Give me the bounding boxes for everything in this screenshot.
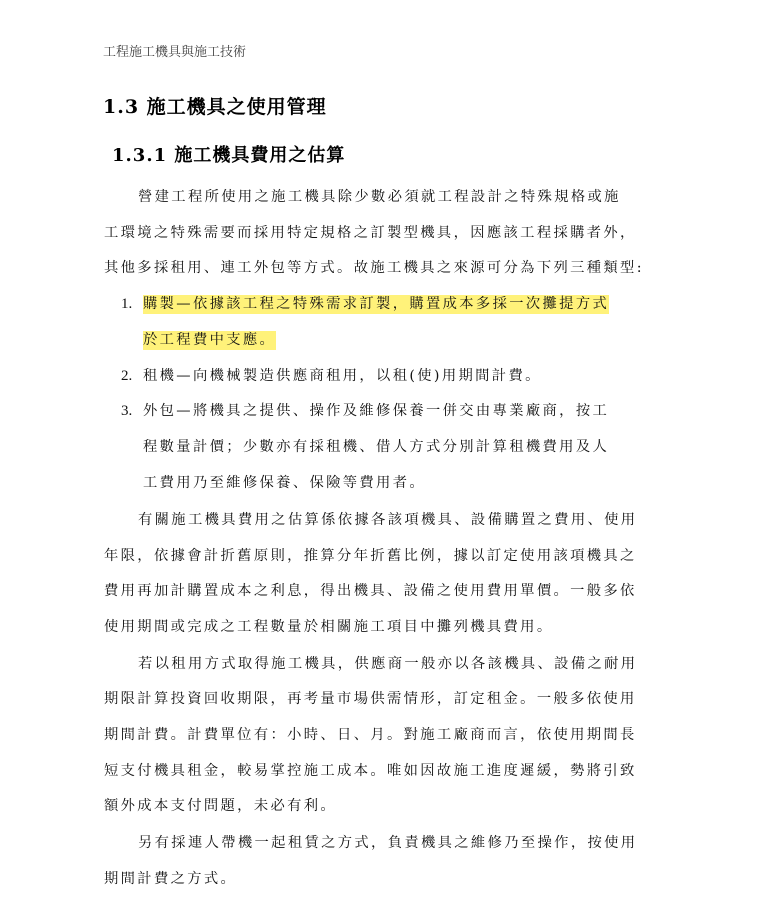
text-line: 另有採連人帶機一起租賃之方式，負責機具之維修乃至操作，按使用 bbox=[138, 835, 638, 851]
text-line: 若以租用方式取得施工機具，供應商一般亦以各該機具、設備之耐用 bbox=[138, 656, 638, 672]
text-line: 其他多採租用、連工外包等方式。故施工機具之來源可分為下列三種類型: bbox=[104, 260, 644, 276]
text-line: 年限，依據會計折舊原則，推算分年折舊比例，據以訂定使用該項機具之 bbox=[104, 548, 637, 564]
text-line: 期間計費之方式。 bbox=[104, 871, 238, 887]
text-line: 期間計費。計費單位有：小時、日、月。對施工廠商而言，依使用期間長 bbox=[104, 727, 637, 743]
list-number: 1. bbox=[121, 296, 133, 312]
list-number: 2. bbox=[121, 368, 133, 384]
text-line: 工環境之特殊需要而採用特定規格之訂製型機具，因應該工程採購者外， bbox=[104, 225, 637, 241]
list-text: 工費用乃至維修保養、保險等費用者。 bbox=[143, 475, 426, 491]
highlighted-text: 於工程費中支應。 bbox=[143, 332, 277, 348]
running-header: 工程施工機具與施工技術 bbox=[103, 45, 247, 60]
list-text: 外包—將機具之提供、操作及維修保養一併交由專業廠商，按工 bbox=[143, 403, 610, 419]
section-heading: 1.3 施工機具之使用管理 bbox=[103, 96, 327, 118]
list-text: 程數量計價；少數亦有採租機、借人方式分別計算租機費用及人 bbox=[143, 439, 610, 455]
highlighted-text: 購製—依據該工程之特殊需求訂製，購置成本多採一次攤提方式 bbox=[143, 296, 610, 312]
subsection-heading: 1.3.1 施工機具費用之估算 bbox=[112, 145, 346, 166]
text-line: 期限計算投資回收期限，再考量市場供需情形，訂定租金。一般多依使用 bbox=[104, 691, 637, 707]
text-line: 營建工程所使用之施工機具除少數必須就工程設計之特殊規格或施 bbox=[138, 189, 621, 205]
text-line: 有關施工機具費用之估算係依據各該項機具、設備購置之費用、使用 bbox=[138, 512, 638, 528]
list-number: 3. bbox=[121, 403, 133, 419]
text-line: 額外成本支付問題，未必有利。 bbox=[104, 798, 338, 814]
text-line: 費用再加計購置成本之利息，得出機具、設備之使用費用單價。一般多依 bbox=[104, 583, 637, 599]
text-line: 短支付機具租金，較易掌控施工成本。唯如因故施工進度遲緩，勢將引致 bbox=[104, 763, 637, 779]
text-line: 使用期間或完成之工程數量於相關施工項目中攤列機具費用。 bbox=[104, 619, 554, 635]
list-text: 租機—向機械製造供應商租用，以租(使)用期間計費。 bbox=[143, 368, 542, 384]
